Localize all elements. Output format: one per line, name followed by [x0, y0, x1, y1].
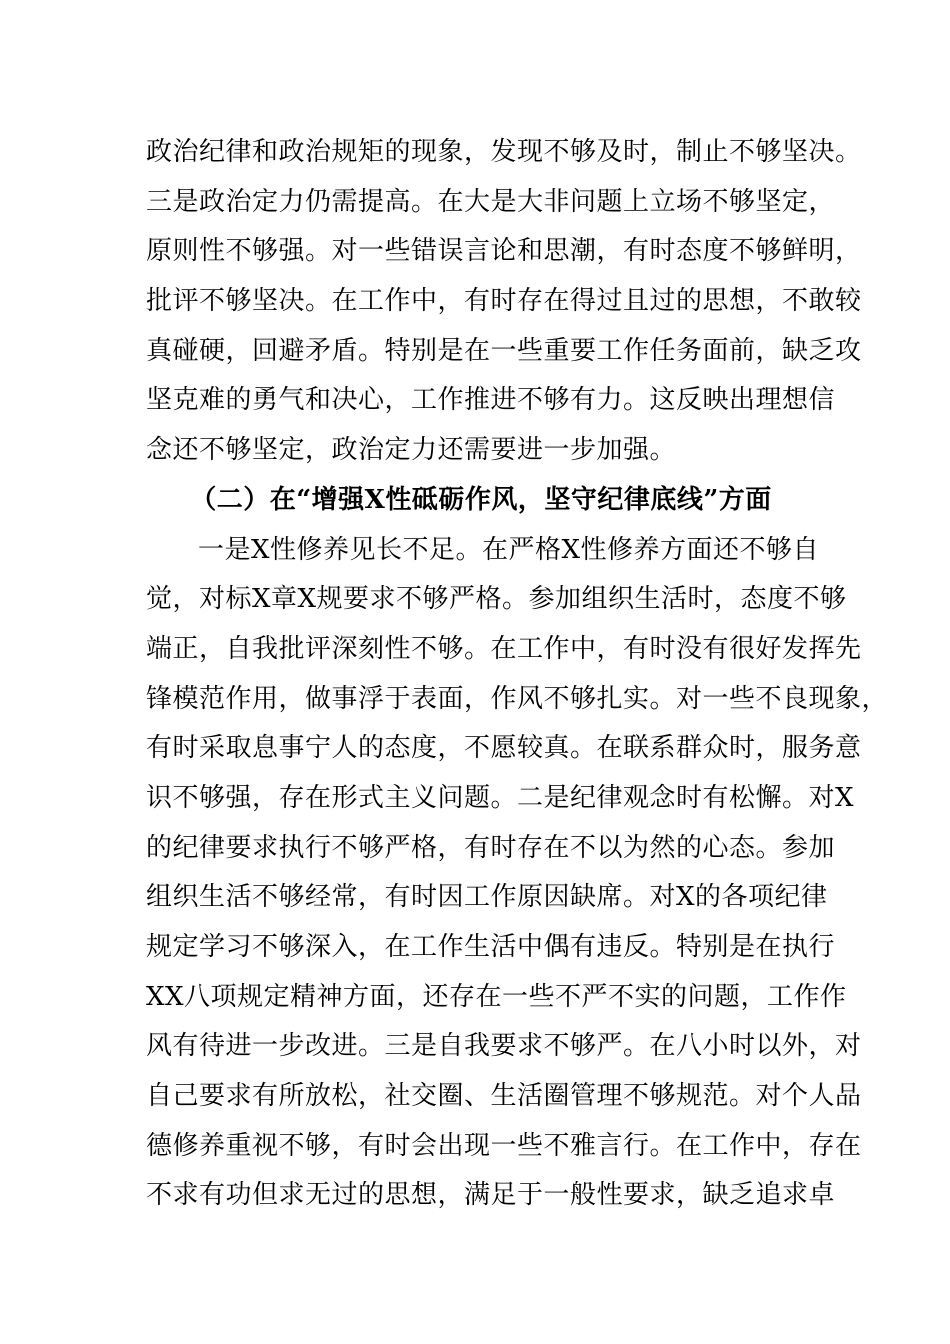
- text-line: 坚克难的勇气和决心，工作推进不够有力。这反映出理想信: [146, 385, 836, 416]
- text-line: 觉，对标X章X规要求不够严格。参加组织生活时，态度不够: [146, 584, 847, 615]
- text-line: 自己要求有所放松，社交圈、生活圈管理不够规范。对个人品: [146, 1081, 862, 1112]
- text-line: 三是政治定力仍需提高。在大是大非问题上立场不够坚定，: [146, 186, 836, 217]
- text-line: 的纪律要求执行不够严格，有时存在不以为然的心态。参加: [146, 832, 836, 863]
- section-heading: （二）在“增强X性砥砺作风，坚守纪律底线”方面: [190, 484, 772, 515]
- paragraph-party-discipline: [146, 526, 889, 1222]
- text-line: 真碰硬，回避矛盾。特别是在一些重要工作任务面前，缺乏攻: [146, 335, 862, 366]
- text-line: 有时采取息事宁人的态度，不愿较真。在联系群众时，服务意: [146, 733, 862, 764]
- text-line: 锋模范作用，做事浮于表面，作风不够扎实。对一些不良现象，: [146, 683, 889, 714]
- text-line: 规定学习不够深入，在工作生活中偶有违反。特别是在执行: [146, 932, 836, 962]
- text-line: XX八项规定精神方面，还存在一些不严不实的问题，工作作: [146, 981, 847, 1012]
- text-line: 德修养重视不够，有时会出现一些不雅言行。在工作中，存在: [146, 1130, 862, 1161]
- text-line: 风有待进一步改进。三是自我要求不够严。在八小时以外，对: [146, 1031, 862, 1062]
- text-line: 识不够强，存在形式主义问题。二是纪律观念时有松懈。对X: [146, 782, 855, 813]
- text-line: 端正，自我批评深刻性不够。在工作中，有时没有很好发挥先: [146, 633, 862, 664]
- text-line: 组织生活不够经常，有时因工作原因缺席。对X的各项纪律: [146, 882, 828, 913]
- text-line: 一是X性修养见长不足。在严格X性修养方面还不够自: [198, 534, 820, 565]
- text-line: 念还不够坚定，政治定力还需要进一步加强。: [146, 435, 677, 466]
- text-line: 原则性不够强。对一些错误言论和思潮，有时态度不够鲜明，: [146, 236, 862, 267]
- document-page: [146, 128, 889, 1221]
- text-line: 政治纪律和政治规矩的现象，发现不够及时，制止不够坚决。: [146, 137, 862, 167]
- text-line: 批评不够坚决。在工作中，有时存在得过且过的思想，不敢较: [146, 286, 862, 317]
- paragraph-political-stance: [146, 128, 862, 476]
- text-line: 不求有功但求无过的思想，满足于一般性要求，缺乏追求卓: [146, 1180, 836, 1211]
